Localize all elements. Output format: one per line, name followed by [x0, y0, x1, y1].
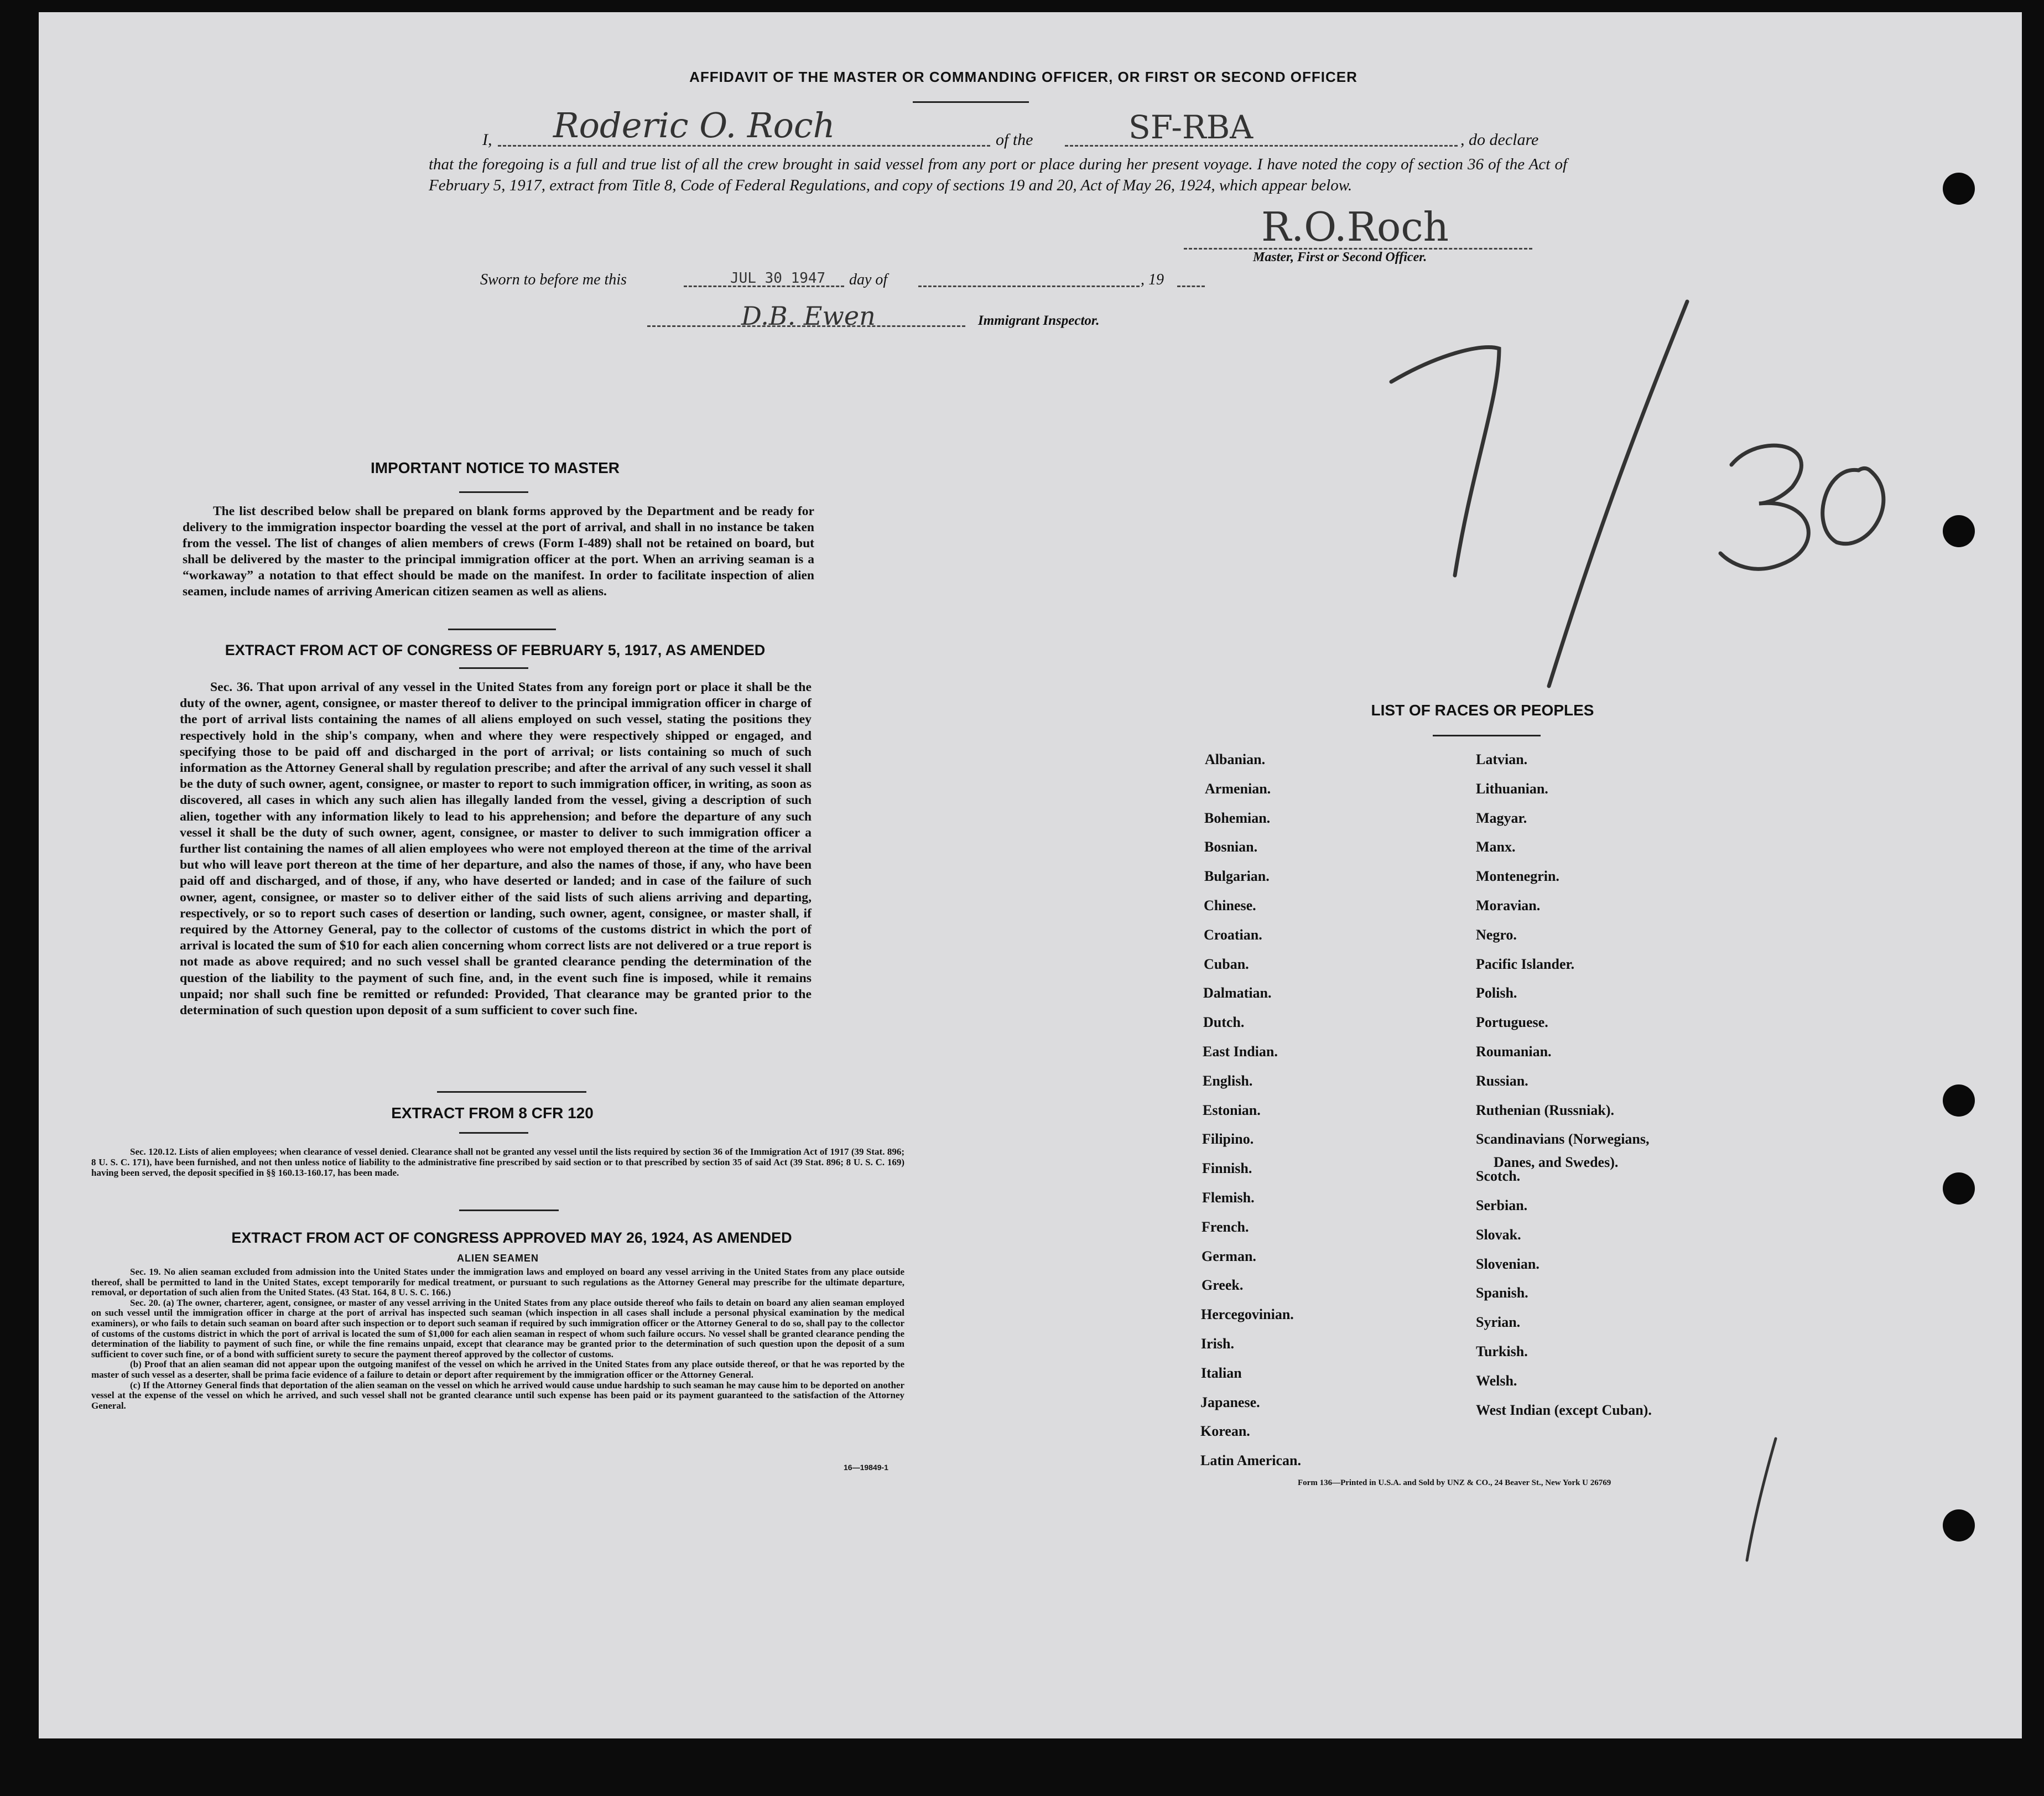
race-item: Japanese. — [1200, 1394, 1260, 1410]
declaration-i: I, — [482, 131, 492, 149]
master-signature-line — [1184, 248, 1532, 250]
race-item: Welsh. — [1476, 1373, 1517, 1389]
punch-hole — [1943, 1509, 1975, 1541]
race-item: Manx. — [1476, 839, 1516, 855]
race-item: Bosnian. — [1204, 839, 1258, 855]
handwritten-date-text: 7/30 — [1383, 294, 1393, 300]
sec19-text: Sec. 19. No alien seaman excluded from admission into the United States under the immigration laws and employed on board any vessel arriving in the United States from any place outside thereof, shall be permitted to land in the United States, except temporarily for medical treatment, or pursuant to such regulations as the Attorney General may prescribe for the ultimate departure, removal, or deportation of such alien from the United States. (43 Stat. 164, 8 U. S. C. 166.) — [91, 1266, 904, 1298]
race-item: Scandinavians (Norwegians, — [1476, 1131, 1650, 1147]
affidavit-body: that the foregoing is a full and true list of all the crew brought in said vessel from any port or place during her present voyage. I have noted the copy of section 36 of the Act of February 5, 1917, extract from Title 8, Code of Federal Regulations, and copy of sections 19 and 20, Act of May 26, 1924, which appear below. — [429, 155, 1567, 194]
extract1917-body: Sec. 36. That upon arrival of any vessel in the United States from any foreign port or place it shall be the duty of the owner, agent, consignee, or master thereof to deliver to the principal immigration officer in charge of the port of arrival lists containing the names of all aliens employed on such vessel, stating the positions they respectively hold in the ship's company, when and where they were respectively shipped or engaged, and specifying those to be paid off and discharged in the port of arrival; or lists containing so much of such information as the Attorney General shall by regulation prescribe; and after the arrival of any such vessel it shall be the duty of such owner, agent, consignee, or master to report to such immigration officer, in writing, as soon as discovered, all cases in which any such alien has illegally landed from the vessel, giving a description of such alien, together with any information likely to lead to his apprehension; and before the departure of any such vessel it shall be the duty of such owner, agent, consignee, or master to deliver to such immigration officer a further list containing the names of all alien employees who were not employed thereon at the time of the arrival but who will leave port thereon at the time of her departure, and also the names of those, if any, who have been paid off and discharged, and of those, if any, who have deserted or landed; and in case of the failure of such owner, agent, consignee, or master so to deliver either of the said lists of such aliens arriving and departing, respectively, or so to report such cases of desertion or landing, such owner, agent, consignee, or master shall, if required by the Attorney General, pay to the collector of customs of the customs district in which the port of arrival is located the sum of $10 for each alien concerning whom correct lists are not delivered or a true report is not made as above required; and no such vessel shall be granted clearance pending the determination of the question of the liability to the payment of such fine, and, in the event such fine is imposed, while it remains unpaid; nor shall such fine be remitted or refunded: Provided, That clearance may be granted prior to the determination of such question upon deposit of a sum sufficient to cover such fine. — [180, 680, 812, 1018]
affidavit-title: AFFIDAVIT OF THE MASTER OR COMMANDING OFFICER, OR FIRST OR SECOND OFFICER — [689, 69, 1358, 85]
race-item: Polish. — [1476, 985, 1517, 1001]
race-item: Flemish. — [1202, 1190, 1255, 1206]
race-item: Russian. — [1476, 1073, 1528, 1089]
race-item: Turkish. — [1476, 1343, 1528, 1359]
race-item: Korean. — [1200, 1423, 1250, 1439]
sec20b-text: (b) Proof that an alien seaman did not appear upon the outgoing manifest of the vessel on which he arrived in the United States from any place outside thereof, or that he was reported by the master of such vessel as a deserter, shall be prima facie evidence of a failure to detain or deport after requirement by the immigration officer or the Attorney General. — [91, 1359, 904, 1380]
of-the-label: of the — [996, 131, 1033, 149]
races-title: LIST OF RACES OR PEOPLES — [1371, 702, 1594, 719]
extract1924-subtitle: ALIEN SEAMEN — [456, 1253, 539, 1264]
race-item: Finnish. — [1202, 1160, 1252, 1176]
extract1917-rule — [459, 667, 528, 669]
race-item: Dalmatian. — [1203, 985, 1272, 1001]
race-item: Irish. — [1201, 1336, 1234, 1352]
race-item: Dutch. — [1203, 1014, 1245, 1030]
race-item: Syrian. — [1476, 1314, 1521, 1330]
extract1924-title: EXTRACT FROM ACT OF CONGRESS APPROVED MAY 26, 1924, AS AMENDED — [231, 1229, 792, 1246]
race-item: Estonian. — [1203, 1102, 1261, 1118]
race-item: Slovenian. — [1476, 1256, 1539, 1272]
cfr-body: Sec. 120.12. Lists of alien employees; when clearance of vessel denied. Clearance shall not be granted any vessel until the lists required by section 36 of the Immigration Act of 1917 (39 Stat. 896; 8 U. S. C. 171), have been furnished, and not then unless notice of liability to the administrative fine prescribed by said section or to that prescribed by section 35 of said Act (39 Stat. 896; 8 U. S. C. 169) having been served, the deposit specified in §§ 160.13-160.17, has been made. — [91, 1146, 904, 1178]
master-signature: R.O.Roch — [1261, 204, 1449, 250]
title-rule — [913, 101, 1029, 103]
race-item: Croatian. — [1204, 927, 1262, 943]
race-item: French. — [1202, 1219, 1249, 1235]
race-item: Cuban. — [1204, 956, 1249, 972]
notice-rule — [459, 491, 528, 493]
race-item: Filipino. — [1202, 1131, 1254, 1147]
race-item: Scotch. — [1476, 1168, 1521, 1184]
sworn-year: , 19 — [1141, 271, 1164, 288]
declarant-signature: Roderic O. Roch — [553, 105, 835, 146]
sworn-prefix: Sworn to before me this — [480, 271, 627, 288]
sworn-month-line — [918, 286, 1140, 287]
race-item: Ruthenian (Russniak). — [1476, 1102, 1614, 1118]
pen-mark — [1743, 1433, 1787, 1566]
notice-body: The list described below shall be prepared on blank forms approved by the Department and be ready for delivery to the immigration inspector boarding the vessel at the port of arrival, and shall in no instance be taken from the vessel. The list of changes of alien members of crews (Form I-489) shall not be retained on board, but shall be delivered by the master to the principal immigration officer at the port. When an arriving seaman is a “workaway” a notation to that effect should be made on the manifest. In order to facilitate inspection of alien seamen, include names of arriving American citizen seamen as well as aliens. — [183, 504, 814, 599]
race-item: West Indian (except Cuban). — [1476, 1402, 1652, 1418]
extract1917-bottom-rule — [437, 1091, 586, 1093]
race-item: Serbian. — [1476, 1197, 1528, 1213]
race-item: Italian — [1201, 1365, 1242, 1381]
sworn-date-stamp: JUL 30 1947 — [730, 270, 826, 287]
race-item: Bulgarian. — [1204, 868, 1270, 884]
sworn-year-line — [1177, 286, 1205, 287]
do-declare-label: , do declare — [1460, 131, 1539, 149]
race-item: Latin American. — [1200, 1452, 1301, 1468]
race-item: Portuguese. — [1476, 1014, 1548, 1030]
race-item: Montenegrin. — [1476, 868, 1559, 884]
race-item: Magyar. — [1476, 810, 1527, 826]
punch-hole — [1943, 173, 1975, 205]
inspector-caption: Immigrant Inspector. — [978, 313, 1100, 328]
vessel-line — [1065, 145, 1458, 147]
form-code: 16—19849-1 — [844, 1463, 888, 1472]
race-item: Danes, and Swedes). — [1494, 1154, 1619, 1170]
inspector-signature: D.B. Ewen — [741, 301, 876, 331]
punch-hole — [1943, 515, 1975, 547]
race-item: Hercegovinian. — [1201, 1306, 1294, 1322]
race-item: Pacific Islander. — [1476, 956, 1575, 972]
race-item: Negro. — [1476, 927, 1517, 943]
form-footer-note: Form 136—Printed in U.S.A. and Sold by UNZ & CO., 24 Beaver St., New York U 26769 — [1298, 1478, 1611, 1487]
race-item: Bohemian. — [1204, 810, 1271, 826]
punch-hole — [1943, 1172, 1975, 1205]
race-item: Latvian. — [1476, 751, 1528, 767]
race-item: Moravian. — [1476, 897, 1541, 913]
extract1924-body — [91, 1267, 904, 1411]
cfr-bottom-rule — [459, 1210, 559, 1211]
punch-hole — [1943, 1084, 1975, 1117]
sworn-day-of: day of — [849, 271, 888, 288]
cfr-title: EXTRACT FROM 8 CFR 120 — [391, 1104, 594, 1122]
vessel-name: SF-RBA — [1128, 108, 1254, 146]
race-item: Spanish. — [1476, 1285, 1528, 1301]
race-item: Armenian. — [1205, 781, 1271, 797]
master-caption: Master, First or Second Officer. — [1253, 250, 1427, 264]
race-item: Greek. — [1202, 1277, 1244, 1293]
handwritten-date-annotation — [1372, 288, 1903, 719]
sec20c-text: (c) If the Attorney General finds that deportation of the alien seaman on the vessel on which he arrived would cause undue hardship to such seaman he may cause him to be deported on another vessel at the expense of the vessel on which he arrived, and such vessel shall not be granted clearance until such expense has been paid or its payment guaranteed to the satisfaction of the Attorney General. — [91, 1379, 904, 1411]
notice-bottom-rule — [448, 629, 556, 630]
cfr-rule — [459, 1132, 528, 1134]
race-item: Roumanian. — [1476, 1044, 1552, 1060]
races-rule — [1433, 735, 1541, 736]
sec20a-text: Sec. 20. (a) The owner, charterer, agent, consignee, or master of any vessel arriving in the United States from any place outside thereof who fails to detain on board any alien seaman employed on such vessel until the immigration officer in charge at the port of arrival has inspected such seaman (which inspection in all cases shall include a personal physical examination by the medical examiners), or who fails to detain such seaman on board after such inspection or to deport such seaman if required by such immigration officer or the Attorney General to do so, shall pay to the collector of customs of the customs district in which the port of arrival is located the sum of $1,000 for each alien seaman in respect of whom such failure occurs. No vessel shall be granted clearance pending the determination of the liability to payment of such fine, or while the fine remains unpaid, except that clearance may be granted prior to the determination of such question upon the deposit of a sum sufficient to cover such fine, or of a bond with sufficient surety to secure the payment thereof approved by the collector of customs. — [91, 1297, 904, 1359]
race-item: Slovak. — [1476, 1227, 1521, 1243]
race-item: Chinese. — [1204, 897, 1256, 913]
notice-title: IMPORTANT NOTICE TO MASTER — [370, 459, 620, 476]
extract1917-title: EXTRACT FROM ACT OF CONGRESS OF FEBRUARY 5, 1917, AS AMENDED — [225, 642, 766, 658]
race-item: English. — [1203, 1073, 1253, 1089]
race-item: Lithuanian. — [1476, 781, 1548, 797]
race-item: German. — [1202, 1248, 1256, 1264]
race-item: East Indian. — [1203, 1044, 1278, 1060]
race-item: Albanian. — [1205, 751, 1266, 767]
